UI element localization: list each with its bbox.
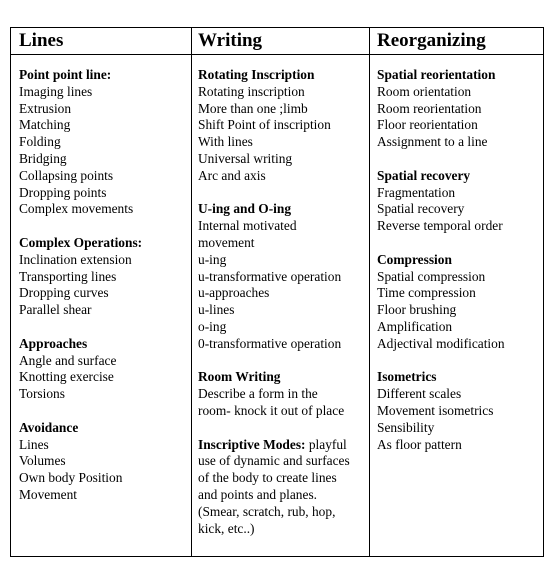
list-item: Matching [19, 117, 71, 133]
section-heading [198, 437, 350, 454]
list-item: More than one ;limb [198, 100, 308, 116]
spacer [198, 420, 350, 437]
spacer [377, 235, 505, 252]
list-item: Reverse temporal order [377, 218, 503, 234]
list-item: Bridging [19, 150, 67, 166]
list-item: Different scales [377, 386, 462, 402]
list-item: Room orientation [377, 83, 472, 99]
list-item: of the body to create lines [198, 470, 337, 486]
list-item: Shift Point of inscription [198, 117, 331, 133]
list-item: Parallel shear [19, 302, 92, 318]
list-item: Imaging lines [19, 83, 93, 99]
spacer [19, 403, 142, 420]
spacer [19, 218, 142, 235]
spacer [198, 185, 350, 202]
column-divider [369, 28, 370, 556]
section-heading: Isometrics [377, 369, 437, 385]
list-item: u-approaches [198, 285, 270, 301]
section-heading: Room Writing [198, 369, 281, 385]
list-item: Fragmentation [377, 184, 456, 200]
list-item: u-transformative operation [198, 268, 342, 284]
header-writing: Writing [198, 30, 263, 51]
list-item: Spatial recovery [377, 201, 465, 217]
header-reorganizing: Reorganizing [377, 30, 486, 51]
section-heading-continuation: playful [305, 436, 347, 452]
list-item: movement [198, 234, 255, 250]
list-item: and points and planes. [198, 486, 318, 502]
list-item: Angle and surface [19, 352, 117, 368]
list-item: Time compression [377, 285, 476, 301]
list-item: Volumes [19, 453, 66, 469]
list-item: Sensibility [377, 419, 435, 435]
list-item: Amplification [377, 318, 453, 334]
list-item: Dropping points [19, 184, 107, 200]
lines-column [19, 67, 142, 504]
list-item: Folding [19, 134, 61, 150]
section-heading: Spatial reorientation [377, 67, 496, 82]
list-item: Inclination extension [19, 251, 132, 267]
section-heading: Avoidance [19, 419, 79, 435]
list-item: Adjectival modification [377, 335, 505, 351]
list-item: Rotating inscription [198, 83, 305, 99]
list-item: room- knock it out of place [198, 402, 345, 418]
header-lines: Lines [19, 30, 64, 51]
spacer [377, 353, 505, 370]
section-heading: U-ing and O-ing [198, 201, 292, 217]
list-item: As floor pattern [377, 436, 462, 452]
list-item: Extrusion [19, 100, 72, 116]
list-item: Dropping curves [19, 285, 109, 301]
list-item: Torsions [19, 386, 65, 402]
section-heading: Rotating Inscription [198, 67, 315, 82]
techniques-table [10, 27, 544, 557]
list-item: Arc and axis [198, 167, 266, 183]
list-item: kick, etc..) [198, 520, 255, 536]
section-heading-label: Inscriptive Modes: [198, 436, 306, 452]
header-divider [11, 54, 543, 55]
writing-column [198, 67, 350, 537]
section-heading: Approaches [19, 335, 88, 351]
list-item: o-ing [198, 318, 227, 334]
section-heading: Compression [377, 251, 452, 267]
list-item: u-ing [198, 251, 227, 267]
spacer [19, 319, 142, 336]
spacer [377, 151, 505, 168]
list-item: With lines [198, 134, 253, 150]
list-item: 0-transformative operation [198, 335, 342, 351]
section-heading: Point point line: [19, 67, 112, 82]
list-item: Own body Position [19, 470, 123, 486]
list-item: Movement isometrics [377, 402, 494, 418]
list-item: Collapsing points [19, 167, 114, 183]
list-item: Complex movements [19, 201, 134, 217]
list-item: Movement [19, 486, 78, 502]
reorganizing-column [377, 67, 505, 453]
column-divider [191, 28, 192, 556]
spacer [198, 353, 350, 370]
section-heading: Complex Operations: [19, 234, 143, 250]
list-item: Lines [19, 436, 49, 452]
list-item: Floor reorientation [377, 117, 478, 133]
list-item: Spatial compression [377, 268, 486, 284]
list-item: u-lines [198, 302, 235, 318]
list-item: Universal writing [198, 150, 293, 166]
list-item: Transporting lines [19, 268, 117, 284]
list-item: Assignment to a line [377, 134, 488, 150]
list-item: use of dynamic and surfaces [198, 453, 350, 469]
list-item: (Smear, scratch, rub, hop, [198, 503, 336, 519]
section-heading: Spatial recovery [377, 167, 471, 183]
list-item: Describe a form in the [198, 386, 318, 402]
list-item: Internal motivated [198, 218, 297, 234]
list-item: Floor brushing [377, 302, 457, 318]
list-item: Room reorientation [377, 100, 482, 116]
list-item: Knotting exercise [19, 369, 114, 385]
